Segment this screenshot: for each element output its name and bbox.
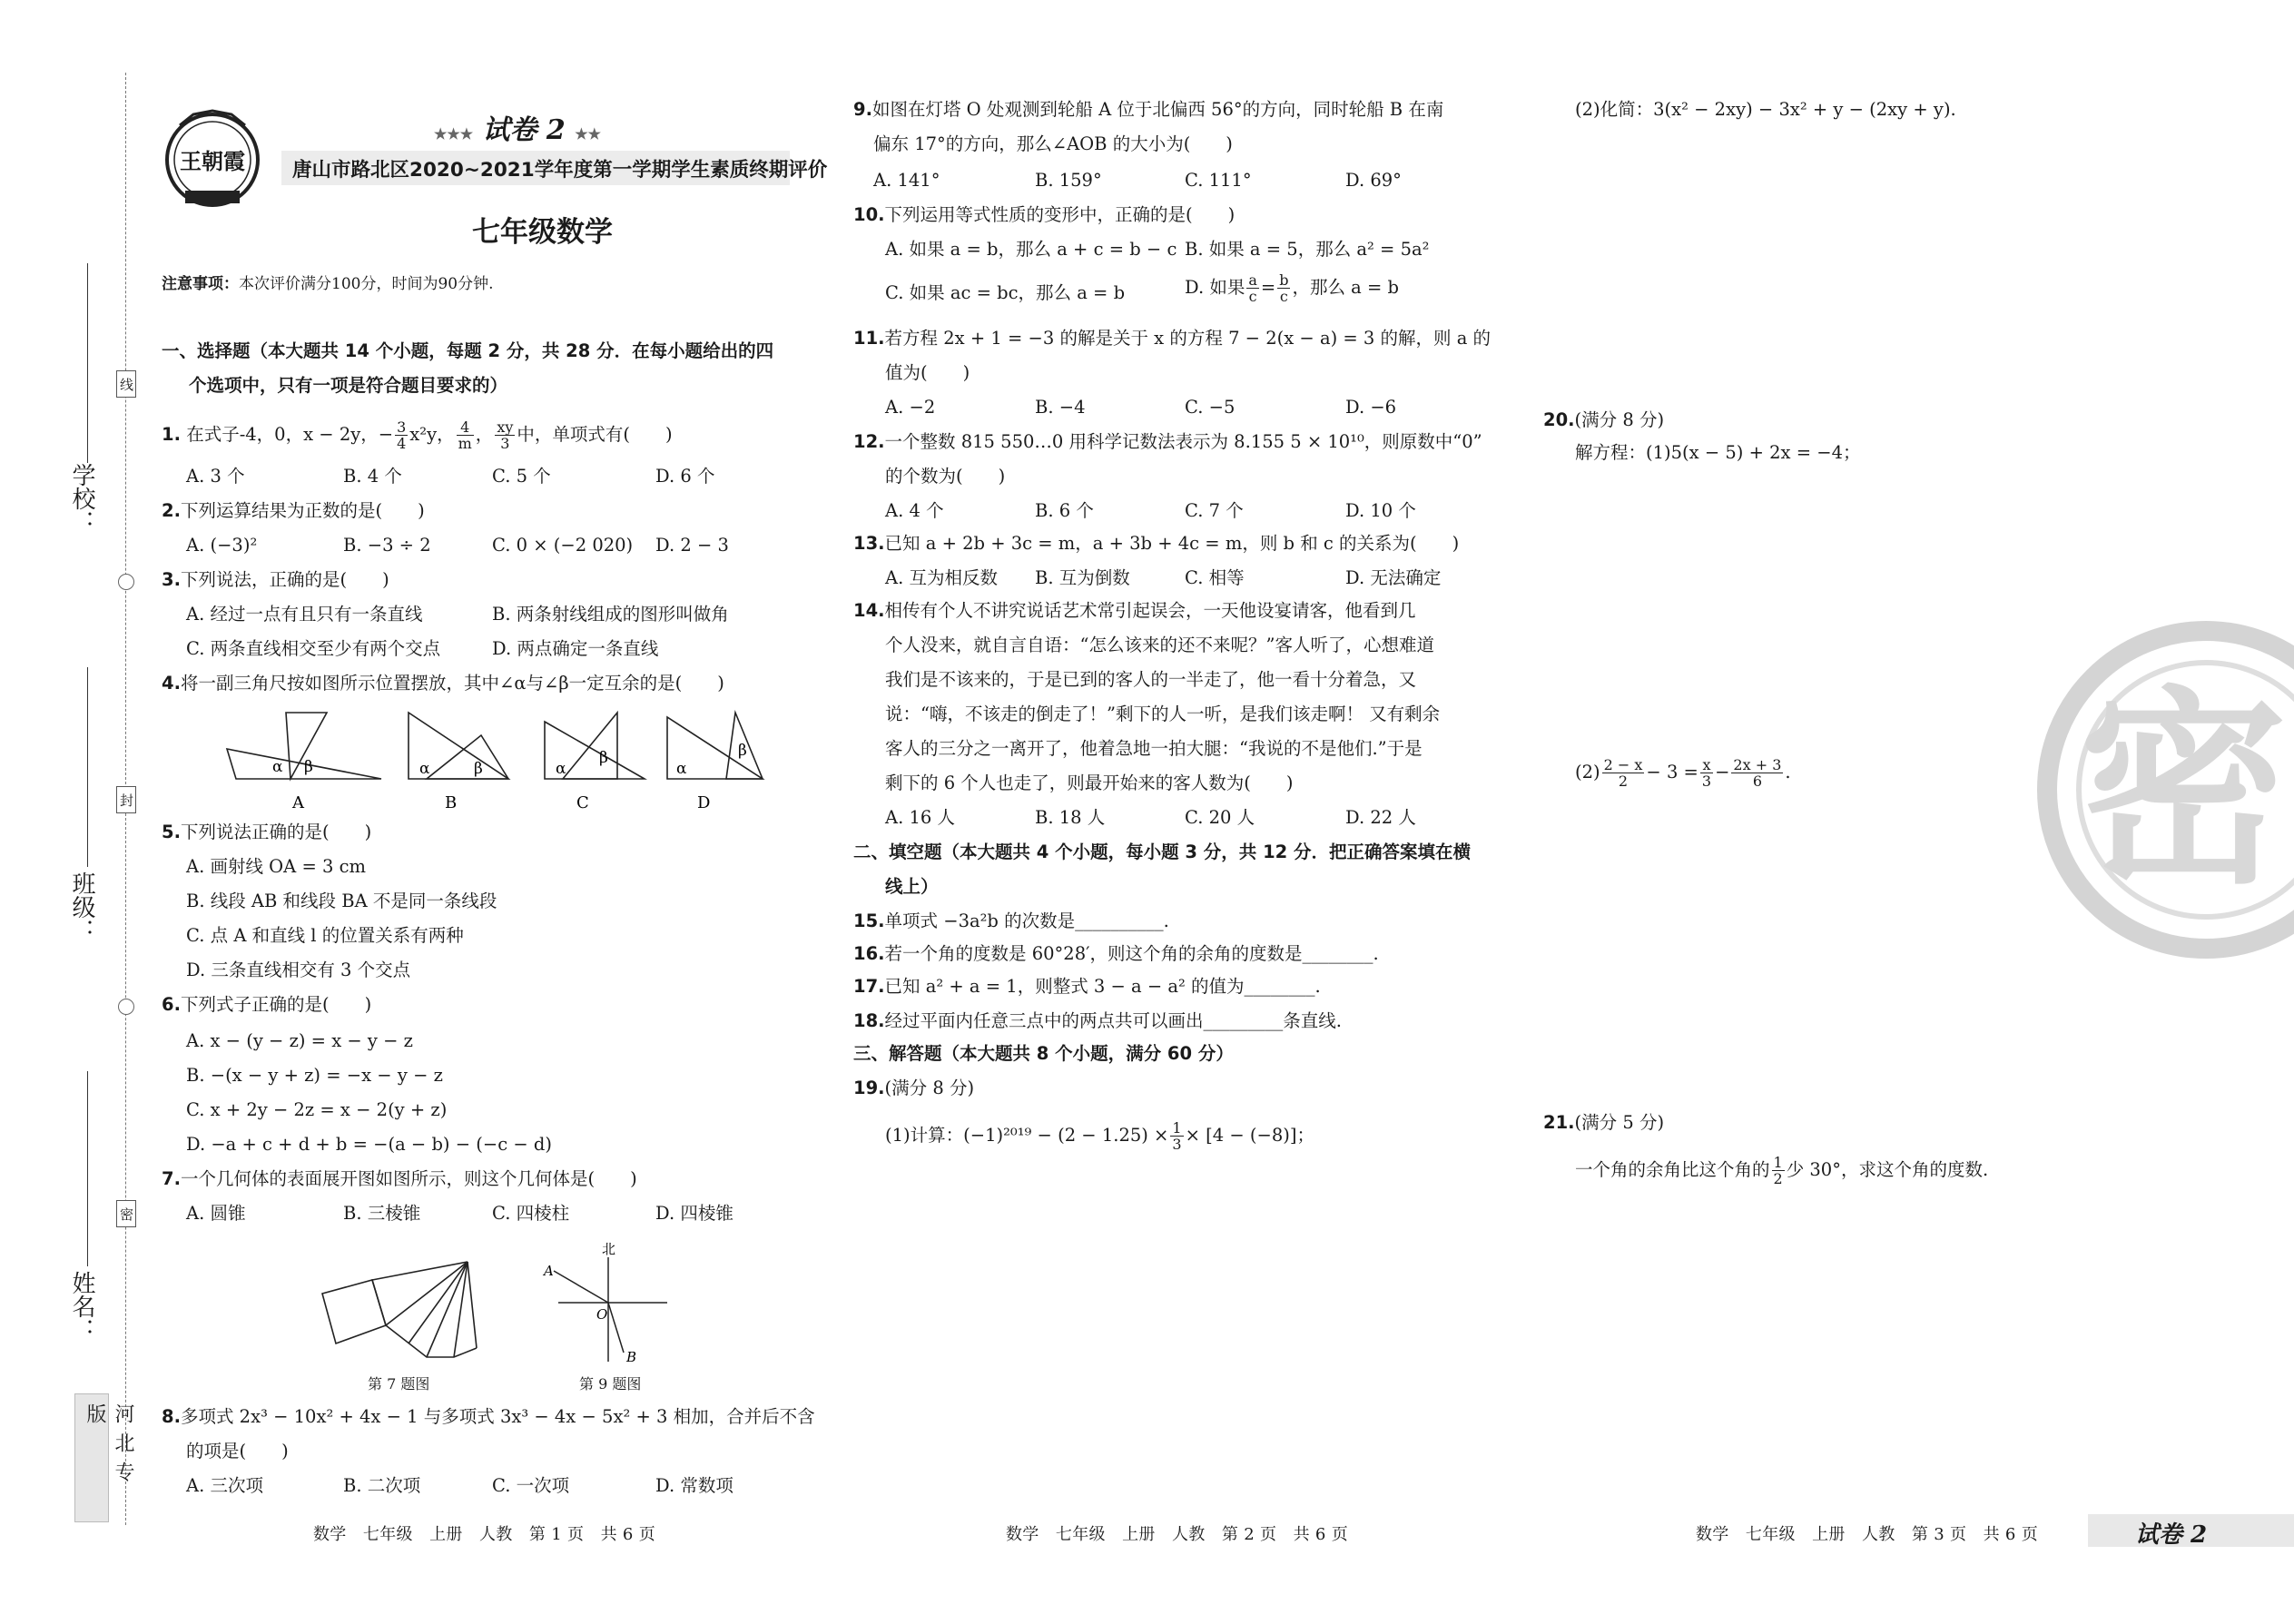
q8-option-a: A. 三次项 (186, 1475, 263, 1496)
q4-beta-a: β (304, 758, 313, 776)
q9-caption: 第 9 题图 (579, 1375, 642, 1393)
q20-header: 20.(满分 8 分) (1543, 409, 1665, 430)
q11-stem-1: 11.若方程 2x + 1 = −3 的解是关于 x 的方程 7 − 2(x − a) = 3 的解，则 a 的 (853, 328, 1492, 349)
q14-option-b: B. 18 人 (1035, 807, 1106, 828)
q12-option-d: D. 10 个 (1345, 500, 1416, 521)
edition-label: 河北专版 (84, 1403, 134, 1491)
q14-stem-2: 个人没来，就自言自语：“怎么该来的还不来呢？”客人听了，心想难道 (885, 635, 1434, 655)
seal-character: 密 (2079, 670, 2289, 912)
q5-option-a: A. 画射线 OA = 3 cm (186, 856, 366, 877)
q1-option-b: B. 4 个 (343, 466, 402, 487)
q1-text-a: 在式子-4，0，x − 2y，− (186, 424, 394, 445)
q1-number: 1. (162, 424, 181, 445)
q3-stem: 3.下列说法，正确的是( ) (162, 569, 389, 590)
q21-header: 21.(满分 5 分) (1543, 1112, 1665, 1133)
q2-option-b: B. −3 ÷ 2 (343, 535, 431, 556)
binding-hole-2 (118, 999, 134, 1015)
q7-figure (318, 1257, 490, 1362)
q7-option-d: D. 四棱锥 (655, 1203, 733, 1224)
notice (162, 272, 493, 296)
q4-beta-d: β (738, 742, 747, 760)
q4-beta-b: β (474, 760, 483, 778)
q4-stem: 4.将一副三角尺按如图所示位置摆放，其中∠α与∠β一定互余的是( ) (162, 673, 724, 694)
q1-frac-1: $\frac{3}{4}$ (397, 418, 407, 452)
q1-text-d: 中，单项式有( ) (517, 424, 673, 445)
q12-option-b: B. 6 个 (1035, 500, 1094, 521)
q1-text-c: ， (475, 424, 494, 445)
cutmark-feng: 封 (116, 786, 136, 813)
q2-option-a: A. (−3)² (186, 535, 258, 556)
paper-tag-row (434, 107, 601, 147)
q1-frac-3: $\frac{xy}{3}$ (497, 418, 514, 452)
q14-option-a: A. 16 人 (885, 807, 955, 828)
q11-option-a: A. −2 (885, 397, 936, 418)
q10-option-b: B. 如果 a = 5，那么 a² = 5a² (1185, 239, 1430, 260)
q7-caption: 第 7 题图 (368, 1375, 430, 1393)
q5-option-c: C. 点 A 和直线 l 的位置关系有两种 (186, 925, 464, 946)
q11-stem-2: 值为( ) (885, 362, 970, 383)
q8-stem-1: 8.多项式 2x³ − 10x² + 4x − 1 与多项式 3x³ − 4x − 5x² + 3 相加，合并后不含 (162, 1406, 815, 1427)
q13-option-b: B. 互为倒数 (1035, 567, 1130, 588)
q1-text-b: x²y， (409, 424, 455, 445)
q19-part2: (2)化简：3(x² − 2xy) − 3x² + y − (2xy + y). (1575, 99, 1956, 120)
q4-label-c: C (576, 793, 589, 812)
section3-heading: 三、解答题（本大题共 8 个小题，满分 60 分） (853, 1043, 1234, 1064)
q1-frac-2: $\frac{4}{m}$ (458, 418, 472, 452)
q6-option-c: C. x + 2y − 2z = x − 2(y + z) (186, 1099, 448, 1120)
edition-box (74, 1393, 134, 1522)
q8-option-d: D. 常数项 (655, 1475, 733, 1496)
q9-point-a: A (544, 1263, 554, 1279)
q6-stem: 6.下列式子正确的是( ) (162, 994, 372, 1015)
page-title: 七年级数学 (472, 216, 613, 249)
q5-option-b: B. 线段 AB 和线段 BA 不是同一条线段 (186, 891, 497, 911)
q9-point-b: B (626, 1349, 637, 1365)
q10-option-a: A. 如果 a = b，那么 a + c = b − c (885, 239, 1177, 260)
q10-option-c: C. 如果 ac = bc，那么 a = b (885, 282, 1126, 303)
q13-option-a: A. 互为相反数 (885, 567, 998, 588)
q17: 17.已知 a² + a = 1，则整式 3 − a − a² 的值为________. (853, 976, 1321, 997)
footer-tag: 试卷 2 (2135, 1521, 2208, 1549)
q14-stem-4: 说：“嗨，不该走的倒走了！”剩下的人一听，是我们该走啊！ 又有剩余 (885, 704, 1441, 724)
q14-stem-1: 14.相传有个人不讲究说话艺术常引起误会，一天他设宴请客，他看到几 (853, 600, 1416, 621)
q7-option-c: C. 四棱柱 (492, 1203, 570, 1224)
q9-figure (540, 1239, 676, 1366)
q16: 16.若一个角的度数是 60°28′，则这个角的余角的度数是________. (853, 943, 1379, 964)
q14-stem-6: 剩下的 6 个人也走了，则最开始来的客人数为( ) (885, 773, 1294, 793)
q5-option-d: D. 三条直线相交有 3 个交点 (186, 960, 411, 980)
q9-option-c: C. 111° (1185, 170, 1252, 191)
q1-option-a: A. 3 个 (186, 466, 245, 487)
section1-heading-1: 一、选择题（本大题共 14 个小题，每题 2 分，共 28 分．在每小题给出的四 (162, 340, 774, 361)
logo (162, 107, 263, 209)
q15: 15.单项式 −3a²b 的次数是__________. (853, 910, 1169, 931)
footer-page-3: 数学 七年级 上册 人教 第 3 页 共 6 页 (1696, 1525, 2038, 1544)
q4-label-d: D (697, 793, 711, 812)
cutmark-mi: 密 (116, 1200, 136, 1227)
q13-option-c: C. 相等 (1185, 567, 1245, 588)
q4-figures (218, 708, 799, 817)
q1-stem (162, 419, 673, 451)
q7-stem: 7.一个几何体的表面展开图如图所示，则这个几何体是( ) (162, 1168, 637, 1189)
q12-stem-2: 的个数为( ) (885, 466, 1006, 487)
class-label: 班级： (68, 871, 95, 942)
notice-label: 注意事项： (162, 275, 239, 293)
q19-part1: (1)计算：(−1)²⁰¹⁹ − (2 − 1.25) × $\frac{1}{3}$ × [4 − (−8)]； (885, 1119, 1314, 1153)
q20-part2: (2) $\frac{2 - x}{2}$ − 3 = $\frac{x}{3}$ − $\frac{2x + 3}{6}$ . (1575, 756, 1791, 790)
subtitle: 唐山市路北区2020~2021学年度第一学期学生素质终期评价 (292, 159, 828, 182)
q18: 18.经过平面内任意三点中的两点共可以画出_________条直线. (853, 1010, 1342, 1031)
school-label: 学校： (68, 463, 95, 534)
q14-stem-3: 我们是不该来的，于是已到的客人的一半走了，他一看十分着急，又 (885, 669, 1417, 690)
q14-stem-5: 客人的三分之一离开了，他着急地一拍大腿：“我说的不是他们.”于是 (885, 738, 1423, 759)
q9-point-o: O (596, 1306, 608, 1323)
binding-hole-1 (118, 574, 134, 590)
section1-heading-2: 个选项中，只有一项是符合题目要求的） (189, 375, 508, 396)
class-underline (87, 667, 88, 867)
q3-option-d: D. 两点确定一条直线 (492, 638, 659, 659)
footer-page-2: 数学 七年级 上册 人教 第 2 页 共 6 页 (1006, 1525, 1348, 1544)
seal-watermark (2024, 617, 2294, 962)
q4-alpha-d: α (676, 760, 687, 778)
q11-option-b: B. −4 (1035, 397, 1086, 418)
q5-stem: 5.下列说法正确的是( ) (162, 822, 372, 842)
q4-alpha-b: α (419, 760, 430, 778)
q13-option-d: D. 无法确定 (1345, 567, 1442, 588)
q10-option-d: D. 如果 $\frac{a}{c}$ = $\frac{b}{c}$ ，那么 a = b (1185, 271, 1400, 305)
q11-option-c: C. −5 (1185, 397, 1236, 418)
q4-alpha-a: α (272, 758, 283, 776)
school-underline (87, 263, 88, 463)
q7-option-b: B. 三棱锥 (343, 1203, 421, 1224)
q4-beta-c: β (599, 749, 608, 767)
name-label: 姓名： (68, 1271, 95, 1342)
name-underline (87, 1071, 88, 1266)
section2-heading-2: 线上） (885, 876, 939, 897)
q14-option-d: D. 22 人 (1345, 807, 1416, 828)
q9-stem-2: 偏东 17°的方向，那么∠AOB 的大小为( ) (873, 133, 1233, 154)
q10-stem: 10.下列运用等式性质的变形中，正确的是( ) (853, 204, 1236, 225)
q9-option-b: B. 159° (1035, 170, 1102, 191)
q6-option-a: A. x − (y − z) = x − y − z (186, 1030, 413, 1051)
q9-north-label: 北 (602, 1241, 616, 1257)
stars-left: ★★★ (434, 125, 474, 143)
q12-stem-1: 12.一个整数 815 550…0 用科学记数法表示为 8.155 5 × 10¹⁰，则原数中“0” (853, 431, 1482, 452)
q3-option-b: B. 两条射线组成的图形叫做角 (492, 604, 729, 625)
q2-option-d: D. 2 − 3 (655, 535, 729, 556)
q8-option-c: C. 一次项 (492, 1475, 570, 1496)
q1-option-c: C. 5 个 (492, 466, 551, 487)
q14-option-c: C. 20 人 (1185, 807, 1255, 828)
q11-option-d: D. −6 (1345, 397, 1397, 418)
q4-label-a: A (292, 793, 304, 812)
q2-option-c: C. 0 × (−2 020) (492, 535, 634, 556)
q21-text: 一个角的余角比这个角的 $\frac{1}{2}$ 少 30°，求这个角的度数. (1575, 1154, 1989, 1187)
paper-tag: 试卷 2 (482, 114, 566, 146)
q6-option-b: B. −(x − y + z) = −x − y − z (186, 1065, 443, 1086)
q9-option-d: D. 69° (1345, 170, 1402, 191)
q8-option-b: B. 二次项 (343, 1475, 421, 1496)
q13-stem: 13.已知 a + 2b + 3c = m，a + 3b + 4c = m，则 b 和 c 的关系为( ) (853, 533, 1460, 554)
q3-option-c: C. 两条直线相交至少有两个交点 (186, 638, 441, 659)
q20-part1: 解方程：(1)5(x − 5) + 2x = −4； (1575, 442, 1861, 463)
q9-stem-1: 9.如图在灯塔 O 处观测到轮船 A 位于北偏西 56°的方向，同时轮船 B 在南 (853, 99, 1444, 120)
q4-label-b: B (445, 793, 458, 812)
footer-page-1: 数学 七年级 上册 人教 第 1 页 共 6 页 (313, 1525, 655, 1544)
q3-option-a: A. 经过一点有且只有一条直线 (186, 604, 423, 625)
section2-heading-1: 二、填空题（本大题共 4 个小题，每小题 3 分，共 12 分．把正确答案填在横 (853, 842, 1472, 862)
q19-header: 19.(满分 8 分) (853, 1078, 975, 1098)
q12-option-c: C. 7 个 (1185, 500, 1244, 521)
logo-text: 王朝霞 (180, 148, 245, 174)
q12-option-a: A. 4 个 (885, 500, 944, 521)
notice-text: 本次评价满分100分，时间为90分钟. (239, 275, 494, 293)
q6-option-d: D. −a + c + d + b = −(a − b) − (−c − d) (186, 1134, 552, 1155)
stars-right: ★★ (575, 125, 601, 143)
cutmark-xian: 线 (116, 370, 136, 398)
q8-stem-2: 的项是( ) (186, 1441, 289, 1462)
q4-alpha-c: α (556, 760, 566, 778)
q9-option-a: A. 141° (873, 170, 940, 191)
q1-option-d: D. 6 个 (655, 466, 715, 487)
q2-stem: 2.下列运算结果为正数的是( ) (162, 500, 425, 521)
q7-option-a: A. 圆锥 (186, 1203, 246, 1224)
